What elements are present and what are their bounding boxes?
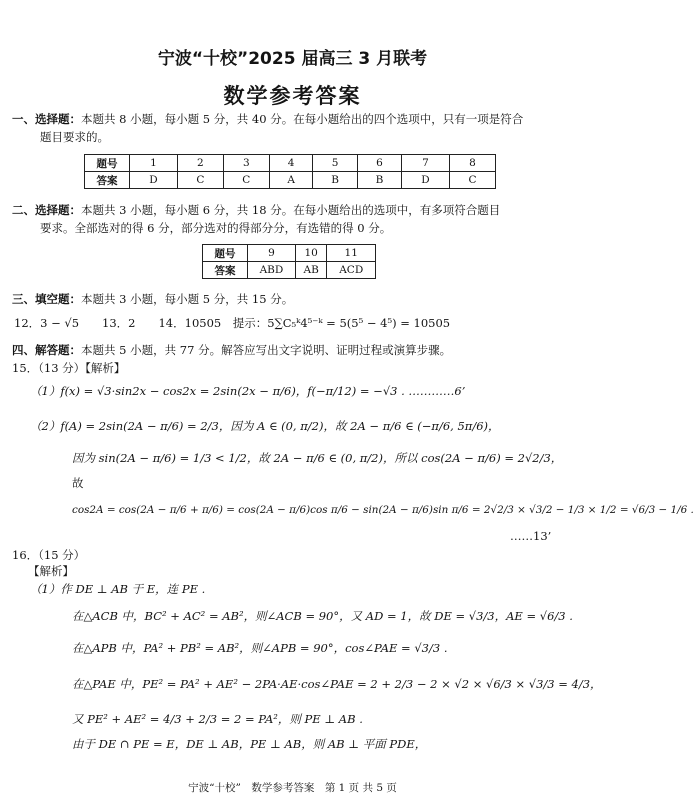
table-cell: ACD [327, 262, 376, 279]
table-cell: 3 [223, 155, 269, 172]
table-cell: 10 [295, 245, 327, 262]
table-cell: 4 [269, 155, 313, 172]
q16-analysis-label: 【解析】 [28, 564, 74, 578]
section4-label: 四、解答题： [12, 343, 81, 357]
section3-answers: 12．3 − √5 13．2 14．10505 提示：5∑C₅ᵏ4⁵⁻ᵏ = 5(5⁵ − 4⁵) = 10505 [14, 316, 451, 330]
table-header-cell: 题号 [85, 155, 130, 172]
table-header-cell: 答案 [85, 172, 130, 189]
table-cell: AB [295, 262, 327, 279]
table-cell: 1 [130, 155, 178, 172]
q15-heading: 15．（13 分）【解析】 [12, 361, 126, 375]
table-cell: B [357, 172, 401, 189]
q16-part1-line5: 又 PE² + AE² = 4/3 + 2/3 = 2 = PA²，则 PE ⊥ AB . [72, 712, 363, 726]
section2-line2: 要求。全部选对的得 6 分，部分选对的得部分分，有选错的得 0 分。 [40, 221, 392, 235]
section4-line1: 本题共 5 小题，共 77 分。解答应写出文字说明、证明过程或演算步骤。 [81, 343, 452, 357]
section1-line2: 题目要求的。 [40, 130, 109, 144]
q15-part2-line1: （2）f(A) = 2sin(2A − π/6) = 2/3，因为 A ∈ (0, π/2)，故 2A − π/6 ∈ (−π/6, 5π/6)， [30, 419, 500, 433]
section1-line1: 本题共 8 小题，每小题 5 分，共 40 分。在每小题给出的四个选项中，只有一项是符合 [81, 112, 524, 126]
table-cell: D [130, 172, 178, 189]
q15-part1: （1）f(x) = √3·sin2x − cos2x = 2sin(2x − π/6)，f(−π/12) = −√3 . …………6’ [30, 384, 466, 398]
table-cell: B [313, 172, 357, 189]
section4-intro [12, 343, 451, 357]
section2-line1: 本题共 3 小题，每小题 6 分，共 18 分。在每小题给出的选项中，有多项符合题目 [81, 203, 501, 217]
q16-heading: 16．（15 分） [12, 548, 86, 562]
table-cell: C [449, 172, 495, 189]
table-cell: ABD [248, 262, 296, 279]
q16-part1-line2: 在△ACB 中，BC² + AC² = AB²，则∠ACB = 90°，又 AD = 1，故 DE = √3/3，AE = √6/3 . [72, 609, 573, 623]
section1-label: 一、选择题： [12, 112, 81, 126]
q15-part2-line3: 故 [72, 476, 84, 490]
table-cell: D [402, 172, 450, 189]
section2-answer-table [202, 244, 376, 279]
q16-part1-line3: 在△APB 中，PA² + PB² = AB²，则∠APB = 90°，cos∠PAE = √3/3 . [72, 641, 448, 655]
section2-label: 二、选择题： [12, 203, 81, 217]
table-cell: A [269, 172, 313, 189]
table-cell: 9 [248, 245, 296, 262]
q15-score-mark: ……13’ [510, 529, 552, 543]
q15-part2-line2: 因为 sin(2A − π/6) = 1/3 < 1/2，故 2A − π/6 ∈ (0, π/2)，所以 cos(2A − π/6) = 2√2/3， [72, 451, 563, 465]
table-cell: 8 [449, 155, 495, 172]
table-cell: C [177, 172, 223, 189]
q15-part2-line4: cos2A = cos(2A − π/6 + π/6) = cos(2A − π/6)cos π/6 − sin(2A − π/6)sin π/6 = 2√2/3 × √3/2 − 1/3 × 1/2 = √6/3 − 1/6 . [72, 504, 694, 516]
table-row [203, 245, 376, 262]
page-footer: 宁波“十校” 数学参考答案 第 1 页 共 5 页 [188, 782, 397, 794]
q16-part1-line4: 在△PAE 中，PE² = PA² + AE² − 2PA·AE·cos∠PAE = 2 + 2/3 − 2 × √2 × √6/3 × √3/3 = 4/3， [72, 677, 602, 691]
table-row [203, 262, 376, 279]
section1-answer-table [84, 154, 496, 189]
table-row [85, 172, 496, 189]
page-title: 宁波“十校”2025 届高三 3 月联考 [157, 49, 428, 69]
table-cell: C [223, 172, 269, 189]
q16-part1-line1: （1）作 DE ⊥ AB 于 E，连 PE . [30, 582, 206, 596]
table-cell: 2 [177, 155, 223, 172]
section3-intro [12, 292, 293, 306]
section3-label: 三、填空题： [12, 292, 81, 306]
section3-line1: 本题共 3 小题，每小题 5 分，共 15 分。 [81, 292, 294, 306]
q16-part1-line6: 由于 DE ∩ PE = E，DE ⊥ AB，PE ⊥ AB，则 AB ⊥ 平面 PDE， [72, 737, 427, 751]
table-cell: 7 [402, 155, 450, 172]
table-cell: 11 [327, 245, 376, 262]
table-header-cell: 题号 [203, 245, 248, 262]
table-row [85, 155, 496, 172]
table-cell: 5 [313, 155, 357, 172]
table-header-cell: 答案 [203, 262, 248, 279]
table-cell: 6 [357, 155, 401, 172]
section1-intro [12, 112, 523, 126]
section2-intro [12, 203, 500, 217]
page-subtitle: 数学参考答案 [223, 84, 362, 108]
